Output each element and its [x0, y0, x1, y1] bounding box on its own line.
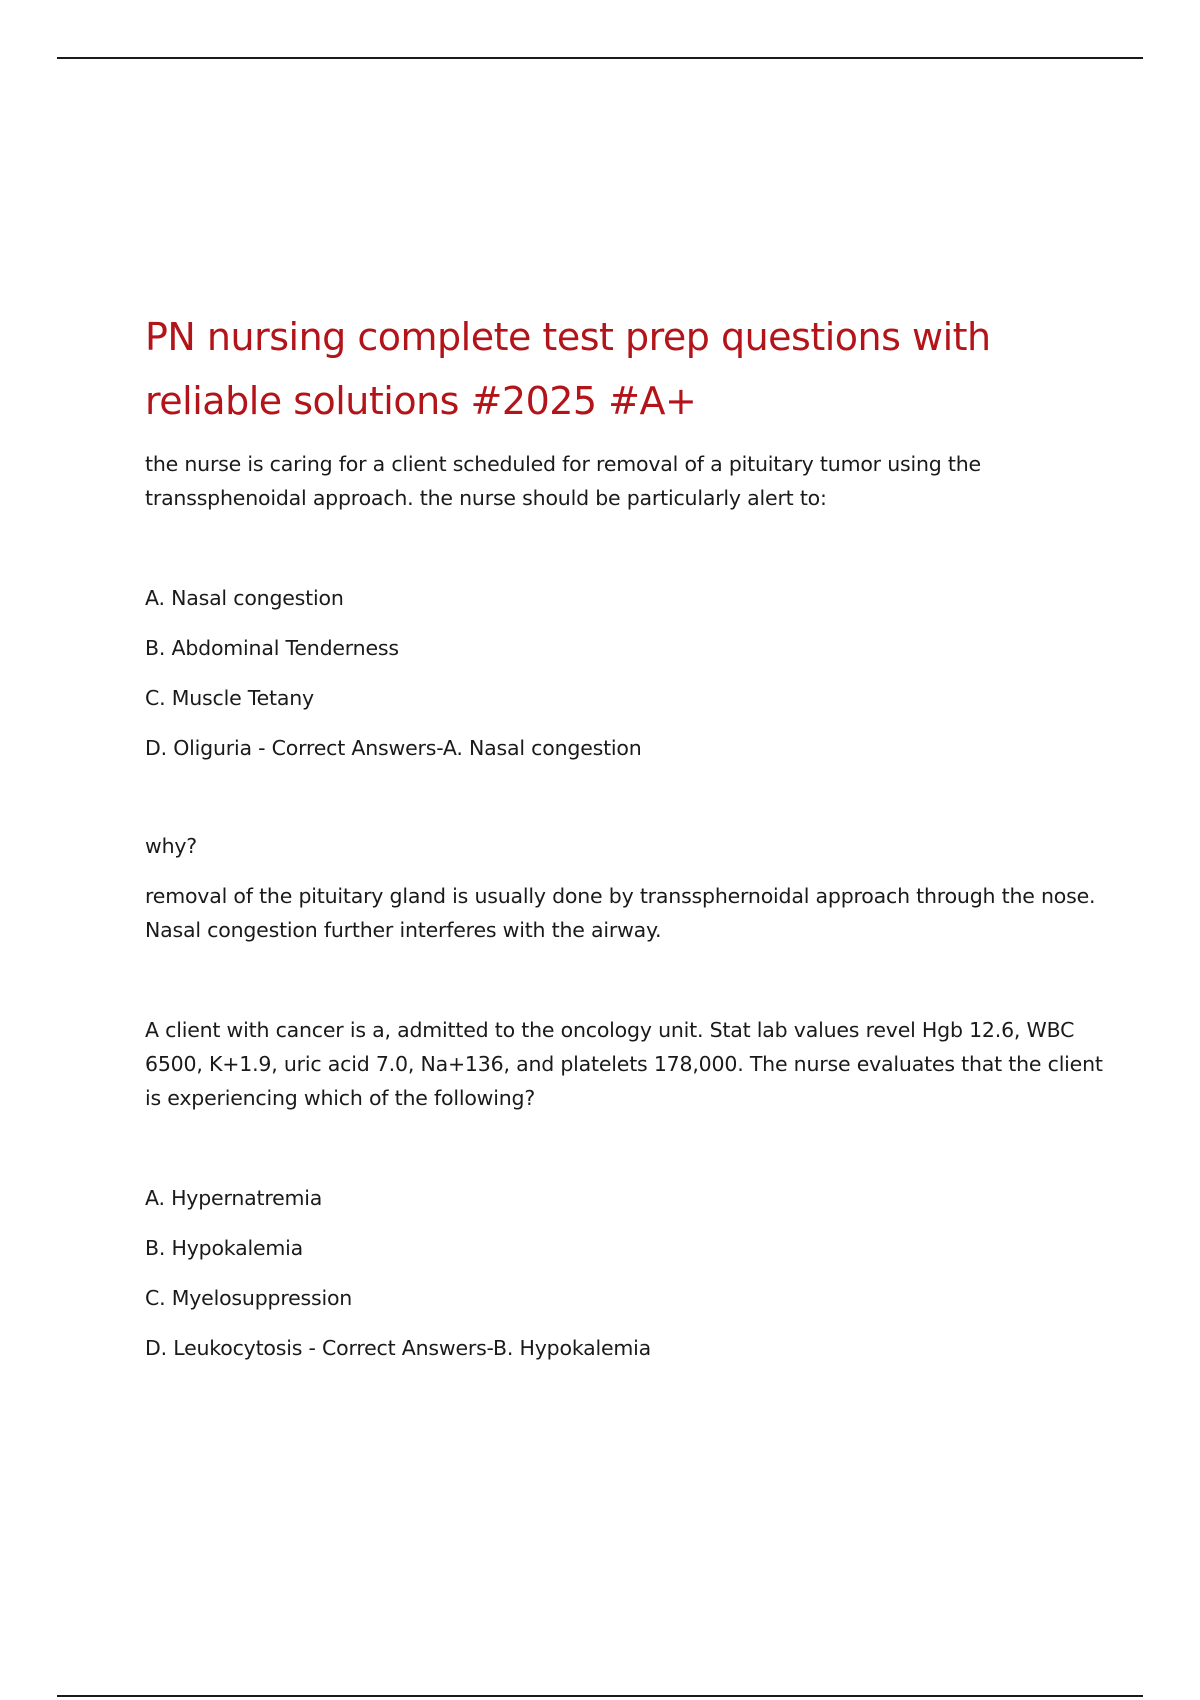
answer-option-d: D. Leukocytosis - Correct Answers-B. Hypokalemia	[145, 1336, 652, 1360]
bottom-rule	[57, 1695, 1143, 1697]
answer-option-d: D. Oliguria - Correct Answers-A. Nasal congestion	[145, 736, 642, 760]
document-title: PN nursing complete test prep questions with reliable solutions #2025 #A+	[145, 315, 991, 423]
answer-option-c: C. Muscle Tetany	[145, 686, 314, 710]
answer-option-a: A. Nasal congestion	[145, 586, 344, 610]
question-text: A client with cancer is a, admitted to the oncology unit. Stat lab values revel Hgb 12.6, WBC 6500, K+1.9, uric acid 7.0, Na+136, and platelets 178,000. The nurse evaluates that the client is experiencing which of the following?	[145, 1018, 1103, 1110]
answer-options	[145, 581, 1105, 765]
why-label: why?	[145, 834, 197, 858]
question-block-1	[145, 447, 1105, 947]
explanation-text: removal of the pituitary gland is usually done by transsphernoidal approach through the nose. Nasal congestion further interferes with the airway.	[145, 884, 1096, 942]
answer-option-b: B. Hypokalemia	[145, 1236, 304, 1260]
answer-options	[145, 1181, 1105, 1365]
answer-option-a: A. Hypernatremia	[145, 1186, 323, 1210]
answer-option-c: C. Myelosuppression	[145, 1286, 353, 1310]
top-rule	[57, 57, 1143, 59]
answer-option-b: B. Abdominal Tenderness	[145, 636, 399, 660]
question-block-2	[145, 1013, 1105, 1365]
question-text: the nurse is caring for a client scheduled for removal of a pituitary tumor using the transsphenoidal approach. the nurse should be particularly alert to:	[145, 452, 981, 510]
document-body	[145, 305, 1105, 1381]
